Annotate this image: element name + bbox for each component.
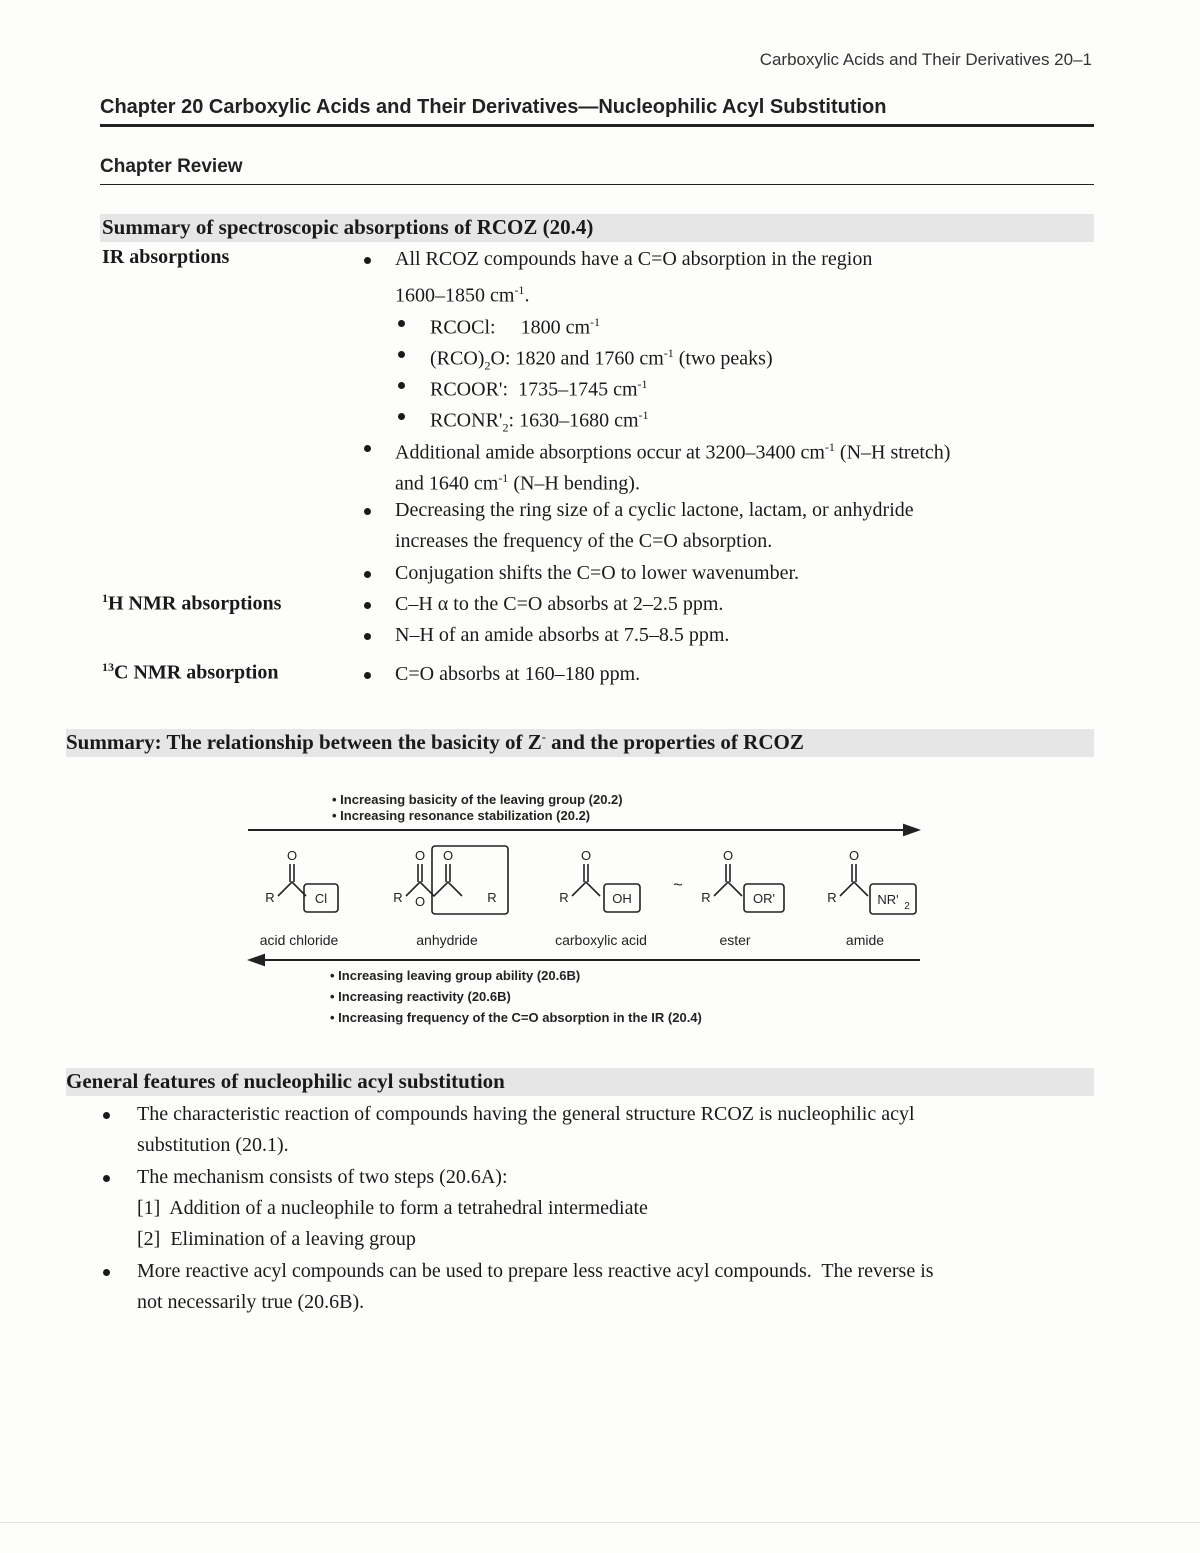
bullet [364,633,371,640]
group-nr: NR' [877,892,899,907]
ir-bullet-1-line-2: 1600–1850 $cm^{-1}$. [395,283,530,307]
group-cl: Cl [314,891,328,906]
bullet [103,1269,110,1276]
label-anhydride: anhydride [416,932,478,948]
bottom-note-reactivity: • Increasing reactivity (20.6B) [330,989,511,1004]
bullet [364,672,371,679]
ir-bullet-2-line-1: Additional amide absorptions occur at 3200–3400 $cm^{-1}$ (N–H stretch) [395,440,951,464]
nas-step-2: [2] Elimination of a leaving group [137,1228,416,1250]
sub-bullet [398,413,405,420]
bottom-note-ir-frequency: • Increasing frequency of the C=O absorption in the IR (20.4) [330,1010,702,1025]
h-nmr-label: $^1$H NMR absorptions [102,591,282,615]
ir-amide: $RCONR'_2$: 1630–1680 $cm^{-1}$ [430,408,649,435]
sub-bullet [398,351,405,358]
c-nmr-label: $^{13}$C NMR absorption [102,660,279,684]
bullet [364,445,371,452]
basicity-title: Summary: The relationship between the basicity of Z- and the properties of RCOZ [66,730,804,754]
bullet [103,1112,110,1119]
label-amide: amide [845,932,885,948]
ir-rcocl: RCOCl: 1800 $cm^{-1}$ [430,315,601,339]
bullet [364,602,371,609]
atom-o: O [580,848,592,863]
atom-r: R [559,890,569,905]
ir-anhydride: $(RCO)_2O$: 1820 and 1760 $cm^{-1}$ (two peaks) [430,346,773,373]
bottom-note-leaving-group: • Increasing leaving group ability (20.6B) [330,968,581,983]
atom-o: O [722,848,734,863]
ir-bullet-2-line-2: and 1640 $cm^{-1}$ (N–H bending). [395,471,640,495]
atom-r: R [701,890,711,905]
nas-bullet-1-line-2: substitution (20.1). [137,1134,289,1156]
nas-step-1: [1] Addition of a nucleophile to form a tetrahedral intermediate [137,1197,648,1219]
atom-o: O [848,848,860,863]
top-note-basicity: • Increasing basicity of the leaving group (20.2) [332,792,623,807]
ir-bullet-1-line-1: All RCOZ compounds have a C=O absorption in the region [395,248,873,270]
nas-bullet-3-line-2: not necessarily true (20.6B). [137,1291,365,1313]
label-ester: ester [719,932,751,948]
sub-bullet [398,382,405,389]
chapter-review-heading: Chapter Review [100,156,243,177]
group-or: OR' [753,891,775,906]
ir-bullet-4: Conjugation shifts the C=O to lower wavenumber. [395,562,800,584]
ir-bullet-3-line-1: Decreasing the ring size of a cyclic lactone, lactam, or anhydride [395,499,914,521]
nas-bullet-1-line-1: The characteristic reaction of compounds having the general structure RCOZ is nucleophilic acyl [137,1103,915,1125]
c-nmr-bullet-1: C=O absorbs at 160–180 ppm. [395,663,641,685]
atom-o: O [442,848,454,863]
ir-bullet-3-line-2: increases the frequency of the C=O absorption. [395,530,773,552]
atom-o: O [414,848,426,863]
atom-r: R [487,890,497,905]
atom-r: R [827,890,837,905]
chapter-title: Chapter 20 Carboxylic Acids and Their Derivatives—Nucleophilic Acyl Substitution [100,96,887,118]
atom-o: O [286,848,298,863]
bullet [364,571,371,578]
review-rule [100,184,1094,185]
atom-r: R [393,890,403,905]
bullet [364,508,371,515]
ir-label: IR absorptions [102,246,230,268]
h-nmr-bullet-2: N–H of an amide absorbs at 7.5–8.5 ppm. [395,624,730,646]
bullet [364,257,371,264]
label-acid-chloride: acid chloride [259,932,339,948]
running-header: Carboxylic Acids and Their Derivatives 20–1 [759,50,1092,69]
group-oh: OH [612,891,632,906]
nas-title: General features of nucleophilic acyl substitution [66,1069,505,1093]
spectro-title: Summary of spectroscopic absorptions of RCOZ (20.4) [102,215,594,239]
nas-bullet-3-line-1: More reactive acyl compounds can be used to prepare less reactive acyl compounds. The reverse is [137,1260,934,1282]
approx-sign: ~ [673,877,683,894]
h-nmr-bullet-1: C–H α to the C=O absorbs at 2–2.5 ppm. [395,593,724,615]
top-note-resonance: • Increasing resonance stabilization (20.2) [332,808,591,823]
ir-ester: RCOOR': 1735–1745 $cm^{-1}$ [430,377,648,401]
nas-bullet-2: The mechanism consists of two steps (20.6A): [137,1166,508,1188]
sub-bullet [398,320,405,327]
group-nr-subscript: 2 [904,901,910,912]
atom-r: R [265,890,275,905]
bullet [103,1175,110,1182]
page-edge [0,1522,1200,1523]
title-rule [100,124,1094,127]
label-carboxylic-acid: carboxylic acid [555,932,647,948]
atom-o: O [414,894,426,909]
